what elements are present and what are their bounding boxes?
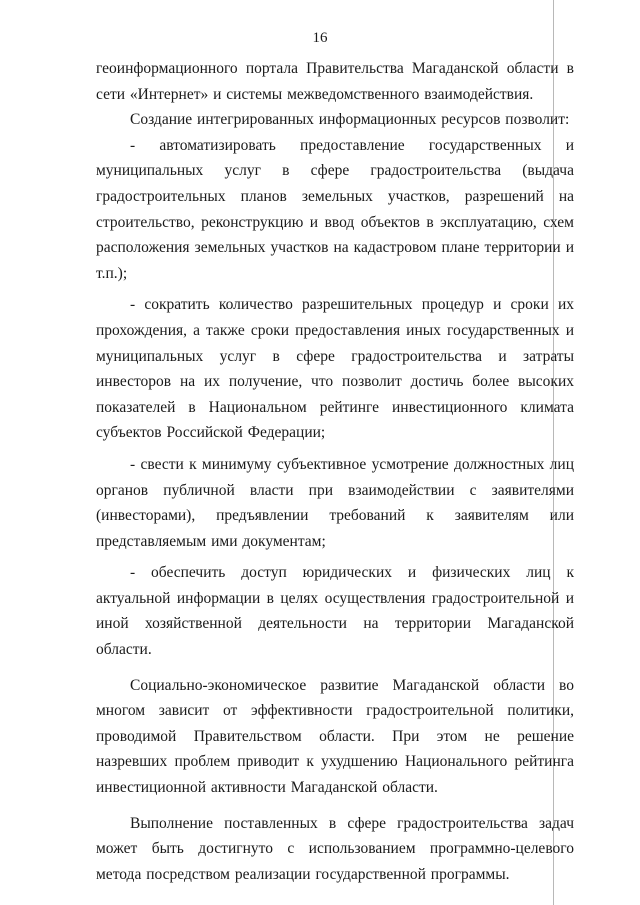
paragraph-integrated-resources-intro: Создание интегрированных информационных ресурсов позволит: bbox=[130, 111, 570, 129]
paragraph-socioeconomic-development: Социально-экономическое развитие Магаданской области во многом зависит от эффективности градостроительной политики, проводимой Правительством области. При этом не решение назревших проблем приводит к ухудшению Национального рейтинга инвестиционной активности Магаданской области. bbox=[96, 676, 574, 797]
paragraph-portal-continuation: геоинформационного портала Правительства Магаданской области в сети «Интернет» и системы межведомственного взаимодействия. bbox=[96, 60, 574, 103]
paragraph-program-method: Выполнение поставленных в сфере градостроительства задач может быть достигнуто с использованием программно-целевого метода посредством реализации государственной программы. bbox=[96, 814, 574, 883]
page-number: 16 bbox=[312, 30, 328, 46]
list-item-reduce-procedures: - сократить количество разрешительных процедур и сроки их прохождения, а также сроки предоставления иных государственных и муниципальных услуг в сфере градостроительства и затраты инвесторов на их получение, что позволит достичь более высоких показателей в Национальном рейтинге инвестиционного климата субъектов Российской Федерации; bbox=[96, 296, 574, 442]
list-item-minimize-discretion: - свести к минимуму субъективное усмотрение должностных лиц органов публичной власти при взаимодействии с заявителями (инвесторами), предъявлении требований к заявителям или представляемым ими документам; bbox=[96, 455, 574, 550]
list-item-ensure-access: - обеспечить доступ юридических и физических лиц к актуальной информации в целях осуществления градостроительной и иной хозяйственной деятельности на территории Магаданской области. bbox=[96, 564, 574, 659]
document-body bbox=[96, 56, 574, 887]
list-item-automate-services: - автоматизировать предоставление государственных и муниципальных услуг в сфере градостроительства (выдача градостроительных планов земельных участков, разрешений на строительство, реконструкцию и ввод объектов в эксплуатацию, схем расположения земельных участков на кадастровом плане территории и т.п.); bbox=[96, 136, 574, 282]
